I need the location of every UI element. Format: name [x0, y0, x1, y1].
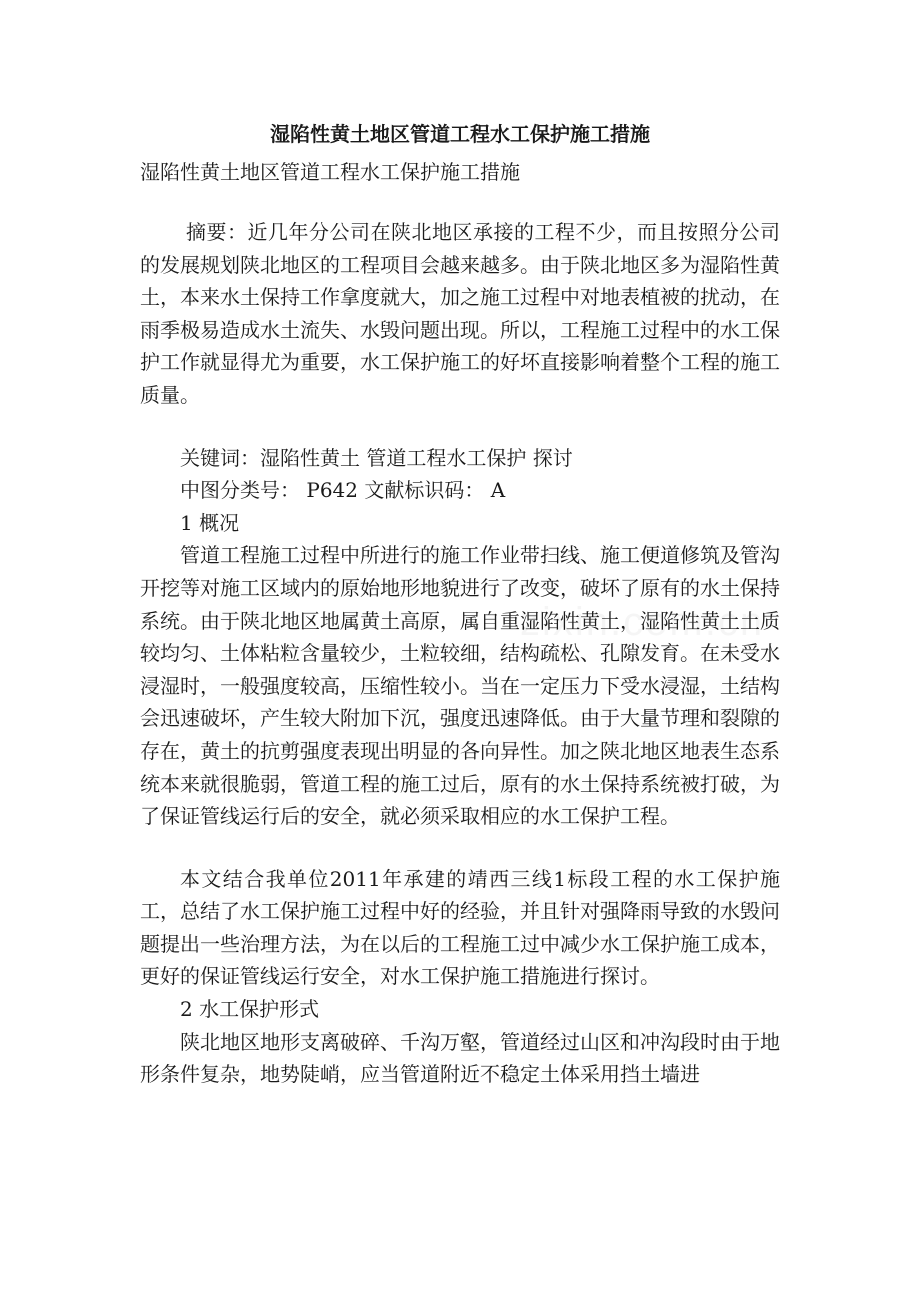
classification-line: 中图分类号： P642 文献标识码： A	[180, 478, 506, 503]
section1-paragraph: 管道工程施工过程中所进行的施工作业带扫线、施工便道修筑及管沟开挖等对施工区域内的原始地形地貌进行了改变，破坏了原有的水土保持系统。由于陕北地区地属黄土高原，属自重湿陷性黄土，湿陷性黄土土质较均匀、土体粘粒含量较少，土粒较细，结构疏松、孔隙发育。在未受水浸湿时，一般强度较高，压缩性较小。当在一定压力下受水浸湿，土结构会迅速破坏，产生较大附加下沉，强度迅速降低。由于大量节理和裂隙的存在，黄土的抗剪强度表现出明显的各向异性。加之陕北地区地表生态系统本来就很脆弱，管道工程的施工过后，原有的水土保持系统被打破，为了保证管线运行后的安全，就必须采取相应的水工保护工程。	[140, 543, 780, 829]
section2-heading: 2 水工保护形式	[180, 997, 320, 1022]
abstract-paragraph: 摘要：近几年分公司在陕北地区承接的工程不少，而且按照分公司的发展规划陕北地区的工程项目会越来越多。由于陕北地区多为湿陷性黄土，本来水土保持工作拿度就大，加之施工过程中对地表植被的扰动，在雨季极易造成水土流失、水毁问题出现。所以，工程施工过程中的水工保护工作就显得尤为重要，水工保护施工的好坏直接影响着整个工程的施工质量。	[140, 220, 780, 407]
document-subtitle: 湿陷性黄土地区管道工程水工保护施工措施	[140, 160, 520, 184]
section1-paragraph-2: 本文结合我单位2011年承建的靖西三线1标段工程的水工保护施工，总结了水工保护施工过程中好的经验，并且针对强降雨导致的水毁问题提出一些治理方法，为在以后的工程施工过中减少水工保护施工成本，更好的保证管线运行安全，对水工保护施工措施进行探讨。	[140, 866, 780, 989]
section1-heading: 1 概况	[180, 510, 240, 535]
document-page	[140, 116, 780, 1091]
document-title: 湿陷性黄土地区管道工程水工保护施工措施	[270, 122, 650, 146]
keywords-line: 关键词：湿陷性黄土 管道工程水工保护 探讨	[180, 445, 573, 470]
section2-paragraph: 陕北地区地形支离破碎、千沟万壑，管道经过山区和冲沟段时由于地形条件复杂，地势陡峭，应当管道附近不稳定土体采用挡土墙进	[140, 1029, 780, 1087]
